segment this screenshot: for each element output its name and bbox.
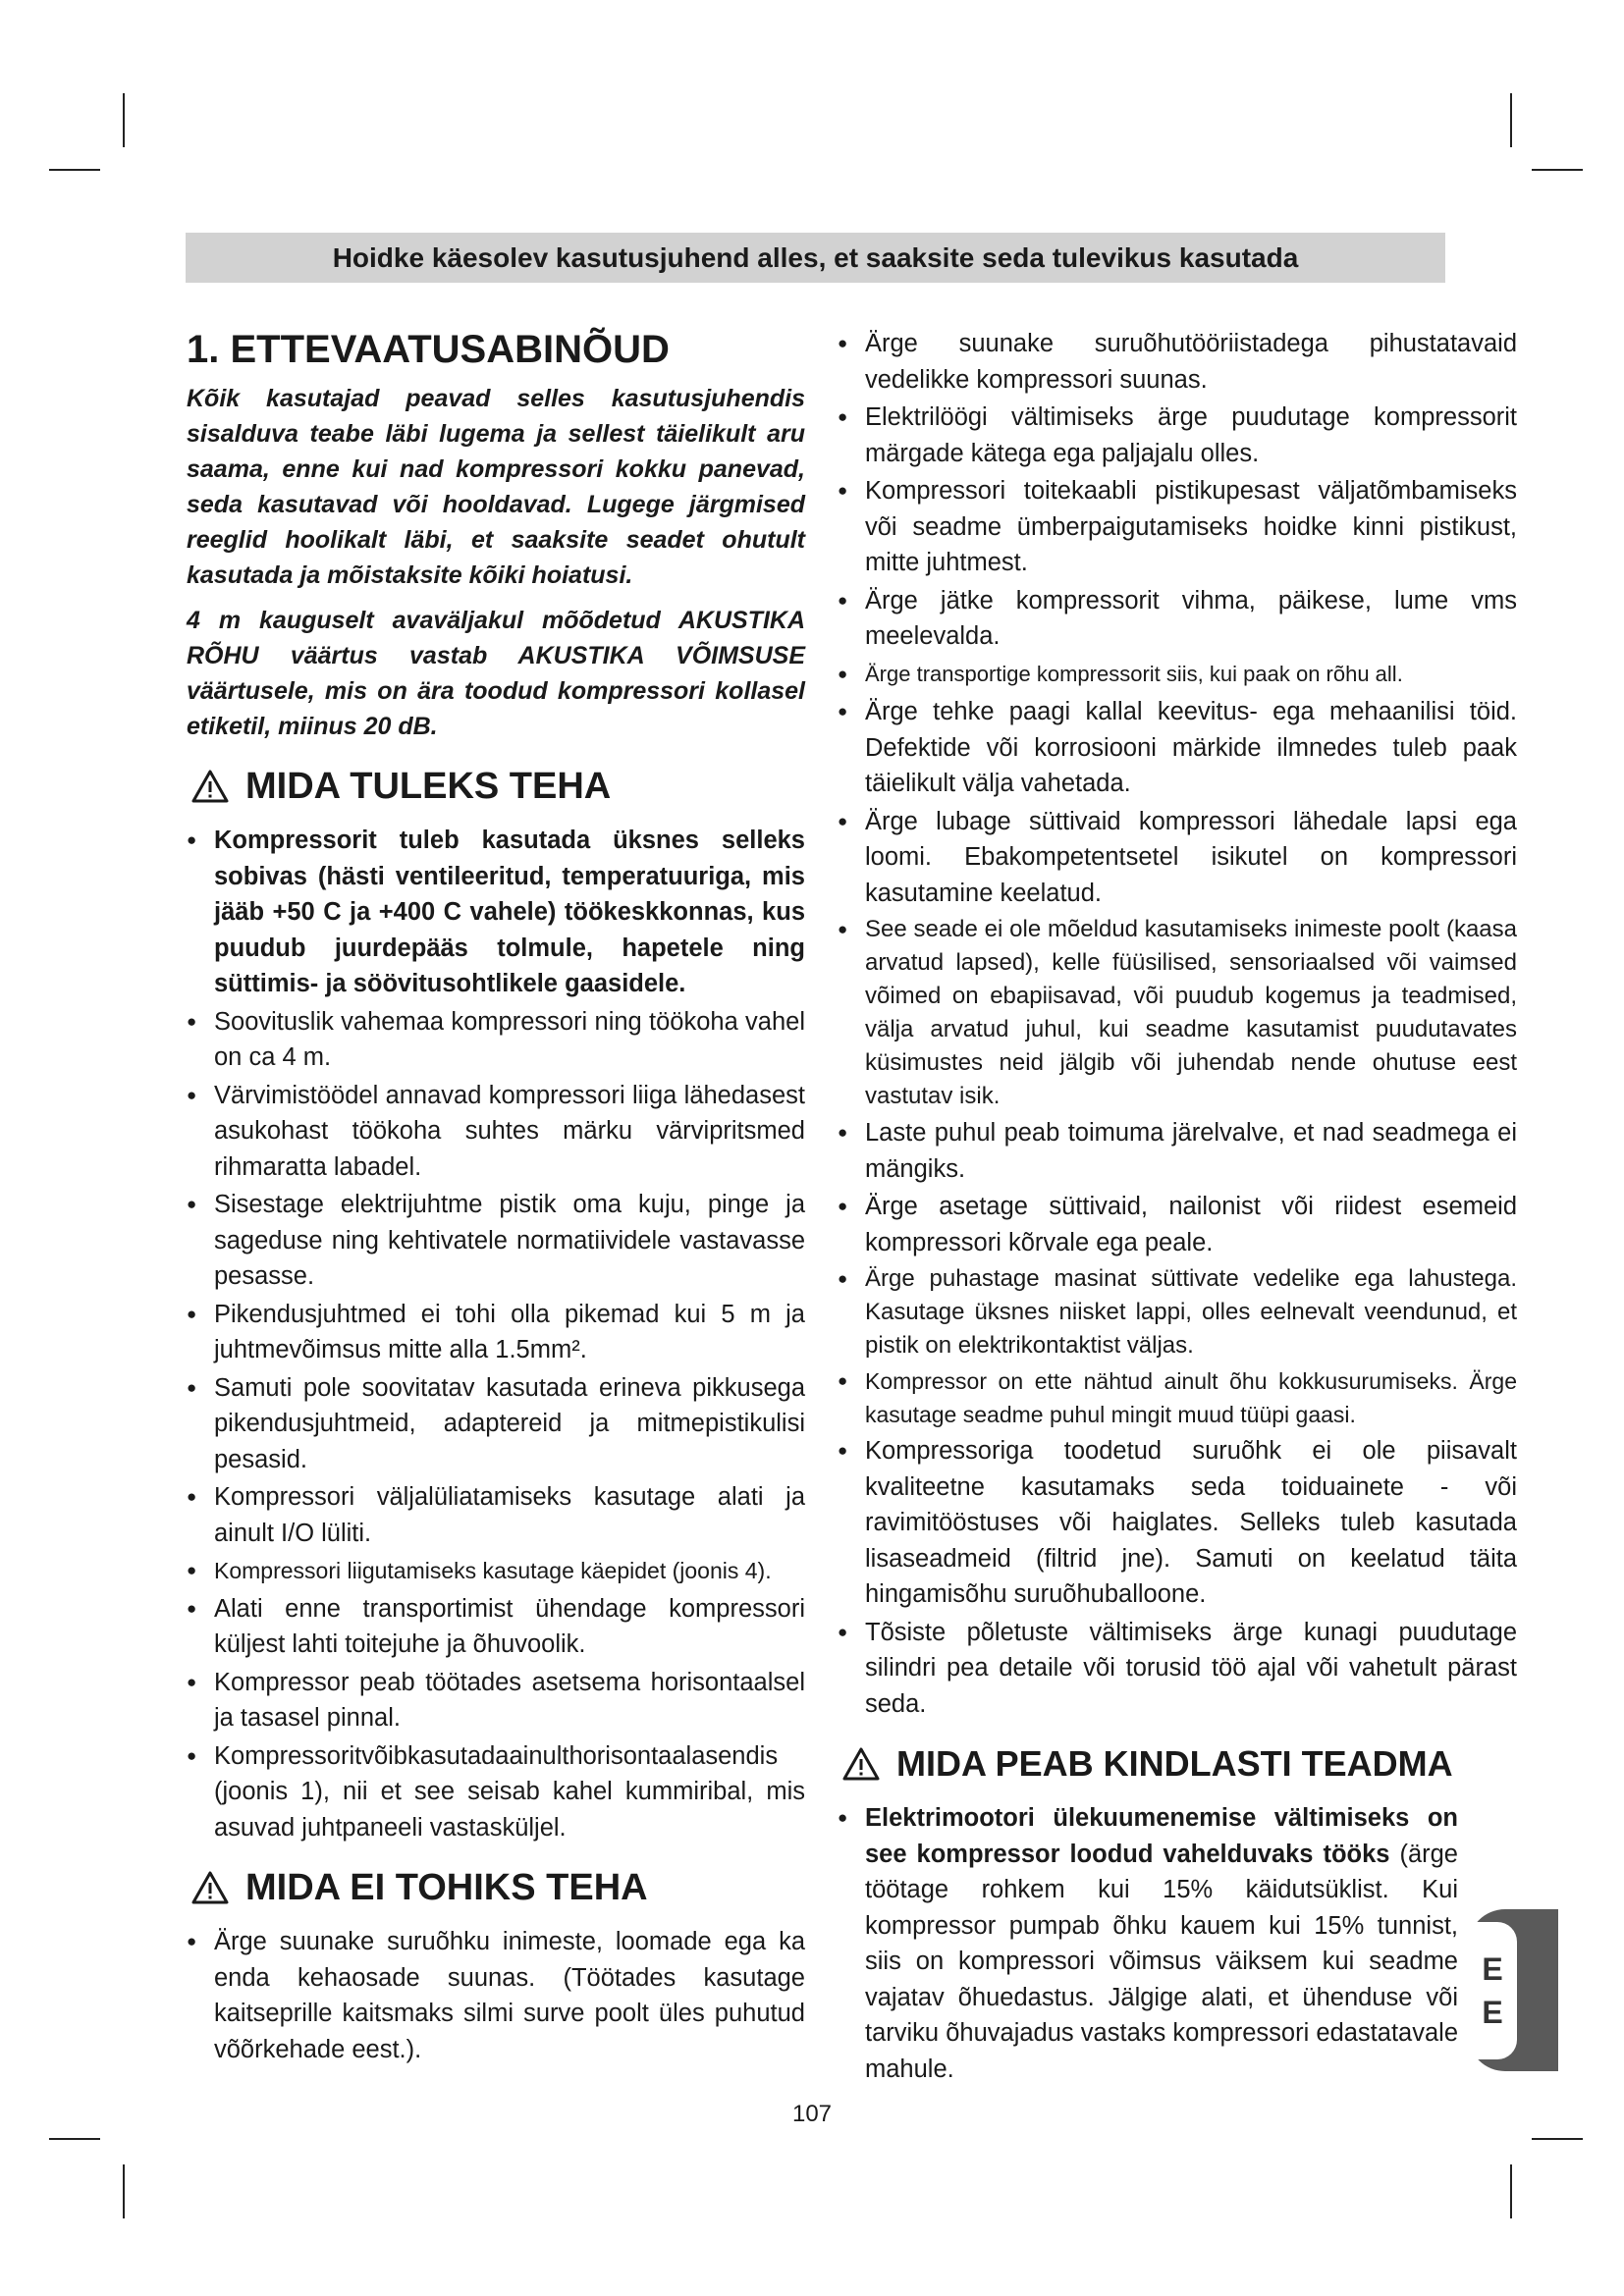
crop-mark (1510, 2164, 1512, 2218)
language-tab-letter: E (1482, 1995, 1503, 2030)
list-item: ● Sisestage elektrijuhtme pistik oma kuju, pinge ja sageduse ning kehtivatele normatiividele vastavasse pesasse. (179, 1187, 805, 1295)
acoustic-note: 4 m kauguselt avaväljakul mõõdetud AKUSTIKA RÕHU väärtus vastab AKUSTIKA VÕIMSUSE väärtusele, mis on ära toodud kompressori kollasel etiketil, miinus 20 dB. (187, 607, 805, 740)
intro-paragraph: Kõik kasutajad peavad selles kasutusjuhendis sisalduva teabe läbi lugema ja sellest täielikult aru saama, enne kui nad kompressori kokku panevad, seda kasutavad või hooldavad. Lugege järgmised reeglid hoolikalt läbi, et saaksite seadet ohutult kasutada ja mõistaksite kõiki hoiatusi. (187, 385, 805, 589)
list-item: ● Alati enne transportimist ühendage kompressori küljest lahti toitejuhe ja õhuvoolik. (179, 1591, 805, 1663)
list-item: ● Samuti pole soovitatav kasutada erineva pikkusega pikendusjuhtmeid, adaptereid ja mitmepistikulisi pesasid. (179, 1370, 805, 1478)
dont-list-right (830, 326, 1517, 1722)
list-item: ● Kompressori väljalüliatamiseks kasutage alati ja ainult I/O lüliti. (179, 1479, 805, 1551)
right-column (830, 326, 1517, 2089)
left-column (179, 312, 805, 2069)
crop-mark (123, 93, 125, 147)
crop-mark (123, 2164, 125, 2218)
list-item: ● Elektrilöögi vältimiseks ärge puudutage kompressorit märgade kätega ega paljajalu olles. (830, 400, 1517, 471)
list-item: ● Kompressor peab töötades asetsema horisontaalsel ja tasasel pinnal. (179, 1665, 805, 1736)
list-item-rest: (ärge töötage rohkem kui 15% käidutsüklist. Kui kompressor pumpab õhku kauem kui 15% tunnist, siis on kompressori võimsus väiksem kui seadme vajatav õhuedastus. Jälgige alati, et ühenduse või tarviku õhuvajadus vastaks kompressori edastatavale mahule. (865, 1840, 1458, 2083)
list-item: ● Laste puhul peab toimuma järelvalve, et nad seadmega ei mängiks. (830, 1115, 1517, 1187)
list-item: ● Ärge asetage süttivaid, nailonist või riidest esemeid kompressori kõrvale ega peale. (830, 1189, 1517, 1260)
list-item: ● Pikendusjuhtmed ei tohi olla pikemad kui 5 m ja juhtmevõimsus mitte alla 1.5mm². (179, 1297, 805, 1368)
list-item: ● Kompressorit tuleb kasutada üksnes selleks sobivas (hästi ventileeritud, temperatuuriga, mis jääb +50 C ja +400 C vahele) töökeskkonnas, kus puudub juurdepääs tolmule, hapetele ning süttimis- ja söövitusohtlikele gaasidele. (179, 823, 805, 1002)
language-tab-letter: E (1482, 1951, 1503, 1987)
list-item: ● Kompressoriga toodetud suruõhk ei ole piisavalt kvaliteetne kasutamaks seda toiduainete - või ravimitööstuses või haiglates. Selleks tuleb kasutada lisaseadmeid (filtrid jne). Samuti on keelatud täita hingamisõhu suruõhuballoone. (830, 1433, 1517, 1613)
section-heading-know (841, 1739, 1517, 1789)
list-item: ● Ärge suunake suruõhutööriistadega pihustatavaid vedelikke kompressori suunas. (830, 326, 1517, 398)
list-item: ● Tõsiste põletuste vältimiseks ärge kunagi puudutage silindri pea detaile või torusid töö ajal või vahetult pärast seda. (830, 1615, 1517, 1723)
page-number: 107 (791, 2101, 833, 2127)
list-item-bold: Elektrimootori ülekuumenemise vältimiseks on see kompressor loodud vahelduvaks tööks (865, 1804, 1458, 1868)
warning-triangle-icon (190, 1870, 230, 1905)
do-list (179, 823, 805, 1845)
section-heading-dont (190, 1863, 805, 1912)
list-item: ● Värvimistöödel annavad kompressori liiga lähedasest asukohast töökoha suhtes märku värvipritsmed rihmaratta labadel. (179, 1078, 805, 1186)
list-item: ● Kompressori toitekaabli pistikupesast väljatõmbamiseks või seadme ümberpaigutamiseks hoidke kinni pistikust, mitte juhtmest. (830, 473, 1517, 581)
know-list (830, 1800, 1517, 2087)
section-heading-text: MIDA EI TOHIKS TEHA (245, 1867, 648, 1908)
section-title: 1. ETTEVAATUSABINÕUD (187, 328, 670, 371)
list-item: ● Ärge transportige kompressorit siis, kui paak on rõhu all. (830, 657, 1517, 693)
crop-mark (1532, 2138, 1583, 2140)
section-heading-do (190, 762, 805, 811)
list-item: ● Kompressoritvõibkasutadaainulthorisontaalasendis (joonis 1), nii et see seisab kahel kummiribal, mis asuvad juhtpaneeli vastasküljel. (179, 1738, 805, 1846)
list-item: ● Ärge tehke paagi kallal keevitus- ega mehaanilisi töid. Defektide või korrosiooni märkide ilmnedes tuleb paak täielikult välja vahetada. (830, 694, 1517, 802)
crop-mark (1532, 169, 1583, 171)
list-item: ● Ärge lubage süttivaid kompressori lähedale lapsi ega loomi. Ebakompetentsetel isikutel on kompressori kasutamine keelatud. (830, 804, 1517, 912)
crop-mark (1510, 93, 1512, 147)
list-item: ● Ärge jätke kompressorit vihma, päikese, lume vms meelevalda. (830, 583, 1517, 655)
section-heading-text: MIDA PEAB KINDLASTI TEADMA (896, 1743, 1453, 1784)
language-tab-label (1468, 1922, 1517, 2059)
list-item: ● Kompressori liigutamiseks kasutage käepidet (joonis 4). (179, 1553, 805, 1589)
warning-triangle-icon (190, 769, 230, 804)
list-item: ● Soovituslik vahemaa kompressori ning töökoha vahel on ca 4 m. (179, 1004, 805, 1076)
list-item: ● Kompressor on ette nähtud ainult õhu kokkusurumiseks. Ärge kasutage seadme puhul mingit muud tüüpi gaasi. (830, 1364, 1517, 1431)
list-item: ● See seade ei ole mõeldud kasutamiseks inimeste poolt (kaasa arvatud lapsed), kelle füüsilised, sensoriaalsed või vaimsed võimed on ebapiisavad, või puudub kogemus ja teadmised, välja arvatud juhul, kui seadme kasutamist puudutavates küsimustes neid jälgib või juhendab nende ohutuse eest vastutav isik. (830, 913, 1517, 1113)
warning-triangle-icon (841, 1746, 881, 1782)
list-item: ● Ärge suunake suruõhku inimeste, loomade ega ka enda kehaosade suunas. (Töötades kasutage kaitseprille kaitsmaks silmi surve poolt üles puhutud võõrkehade eest.). (179, 1924, 805, 2067)
dont-list-left (179, 1924, 805, 2067)
crop-mark (49, 2138, 100, 2140)
list-item: ● Ärge puhastage masinat süttivate vedelike ega lahustega. Kasutage üksnes niisket lappi, olles eelnevalt veendunud, et pistik on elektrikontaktist väljas. (830, 1262, 1517, 1362)
header-bar: Hoidke käesolev kasutusjuhend alles, et saaksite seda tulevikus kasutada (186, 233, 1445, 283)
section-heading-text: MIDA TULEKS TEHA (245, 766, 612, 807)
list-item (830, 1800, 1517, 2087)
crop-mark (49, 169, 100, 171)
